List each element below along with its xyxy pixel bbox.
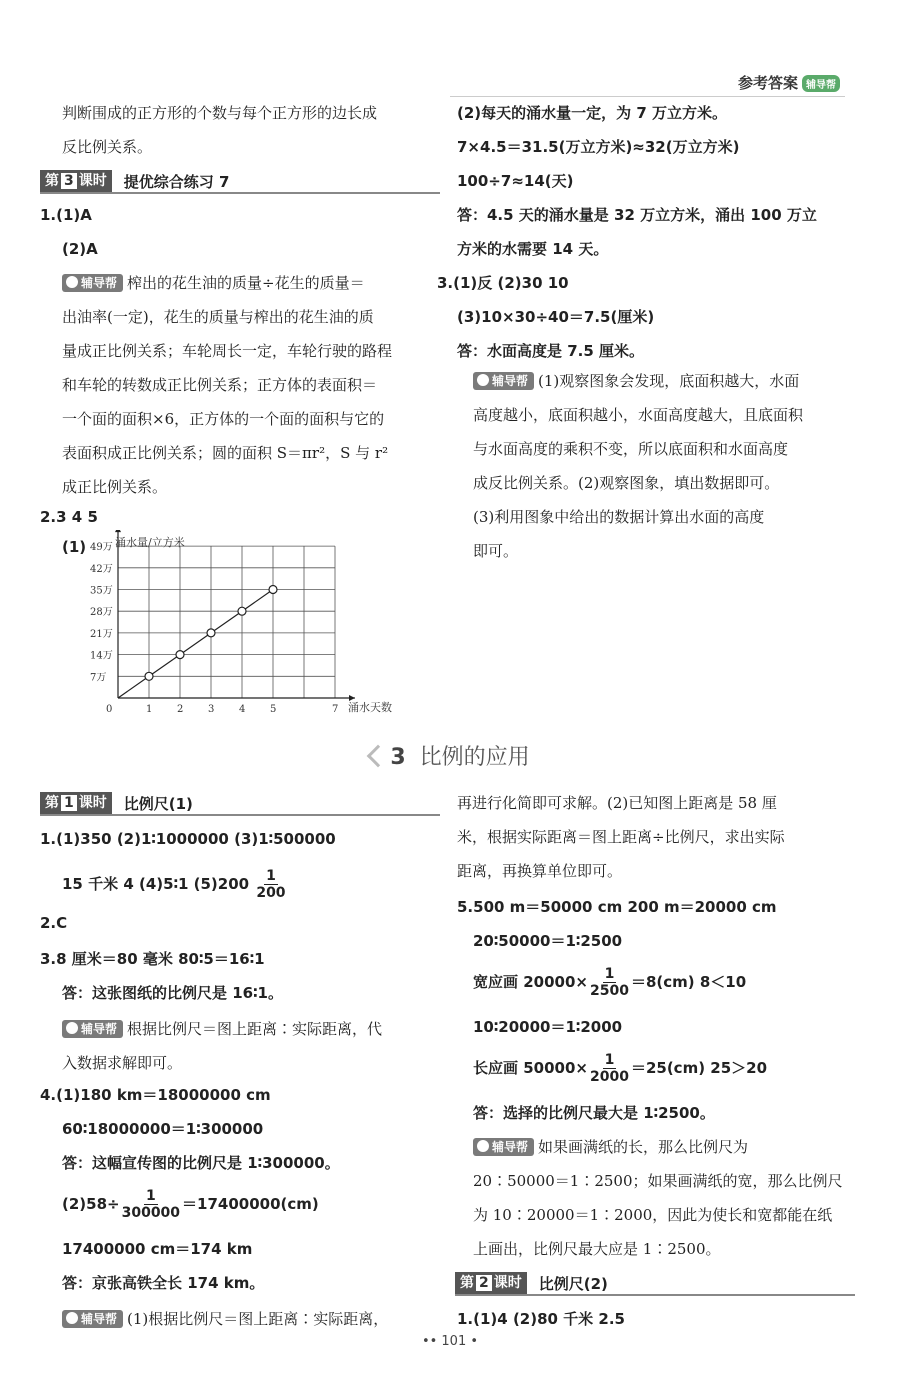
y-tick-label: 14万 xyxy=(90,650,113,662)
help-badge: 辅导帮 xyxy=(62,274,123,292)
answer-line: 3.(1)反 (2)30 10 xyxy=(437,274,569,292)
q2-block xyxy=(40,500,240,534)
page-header xyxy=(738,72,840,93)
help-block: 辅导帮 根据比例尺＝图上距离∶实际距离，代 入数据求解即可。 xyxy=(62,1020,383,1072)
text-line: 一个面的面积×6，正方体的一个面的面积与它的 xyxy=(62,410,385,428)
q1-help: 辅导帮 榨出的花生油的质量÷花生的质量＝ 出油率(一定)，花生的质量与榨出的花生油的质 量成正比例关系；车轮周长一定，车轮行驶的路程 和车轮的转数成正比例关系；正方体的表面积＝ 一个面的面积×6，正方体的一个面的面积与它的 表面积成正比例关系；圆的面积 S＝πr²，S 与 r² 成正比例关系。 xyxy=(62,266,442,504)
text-line: 即可。 xyxy=(473,542,519,560)
lesson-title: 比例尺(2) xyxy=(538,1274,608,1293)
help-badge: 辅导帮 xyxy=(62,1020,123,1038)
fraction: $\frac{1}{2500}$ xyxy=(589,966,629,999)
answer-line: 答：这张图纸的比例尺是 16∶1。 xyxy=(62,984,283,1002)
bulb-icon xyxy=(66,1022,78,1034)
answer-line: (3)10×30÷40＝7.5(厘米) xyxy=(457,308,655,326)
header-tag: 辅导帮 xyxy=(802,75,840,92)
help-badge: 辅导帮 xyxy=(62,1310,123,1328)
bulb-icon xyxy=(477,374,489,386)
x-tick-label: 2 xyxy=(177,704,184,715)
text-line: 反比例关系。 xyxy=(62,138,153,156)
y-tick-label: 28万 xyxy=(90,607,113,619)
answer-line: 长应画 50000× $\frac{1}{2000}$ ＝25(cm) 25＞20 xyxy=(473,1052,768,1085)
text-line: 高度越小，底面积越小，水面高度越大，且底面积 xyxy=(473,406,804,424)
q3-help: 辅导帮 (1)观察图象会发现，底面积越大，水面 高度越小，底面积越小，水面高度越大，且底面积 与水面高度的乘积不变，所以底面积和水面高度 成反比例关系。(2)观察图象，填出数据即可。 (3)利用图象中给出的数据计算出水面的高度 即可。 xyxy=(473,364,858,568)
fraction: $\frac{1}{200}$ xyxy=(256,868,286,901)
answer-line: 答：选择的比例尺最大是 1∶2500。 xyxy=(473,1104,715,1122)
answer-line: 2.3 4 5 xyxy=(40,508,98,526)
answer-line: 17400000 cm＝174 km xyxy=(62,1240,253,1258)
bulb-icon xyxy=(477,1140,489,1152)
data-point xyxy=(238,607,246,615)
answer-line: (2)A xyxy=(62,240,98,258)
answer-line: 20∶50000＝1∶2500 xyxy=(473,932,623,950)
fraction: $\frac{1}{2000}$ xyxy=(589,1052,629,1085)
answer-line: 答：4.5 天的涌水量是 32 万立方米，涌出 100 万立 xyxy=(457,206,817,224)
data-point xyxy=(269,586,277,594)
y-tick-label: 49万 xyxy=(90,542,113,554)
y-tick-label: 21万 xyxy=(90,628,113,640)
right-bottom-continued: 再进行化简即可求解。(2)已知图上距离是 58 厘 米，根据实际距离＝图上距离÷比例尺，求出实际 距离，再换算单位即可。 xyxy=(457,794,785,880)
chevron-left-icon xyxy=(367,745,390,768)
answer-line: (2)58÷ $\frac{1}{300000}$ ＝17400000(cm) xyxy=(62,1188,319,1221)
answer-line: 3.8 厘米＝80 毫米 80∶5＝16∶1 xyxy=(40,950,265,968)
answer-line: 10∶20000＝1∶2000 xyxy=(473,1018,623,1036)
text-line: 和车轮的转数成正比例关系；正方体的表面积＝ xyxy=(62,376,378,394)
q1-block xyxy=(40,198,440,266)
lesson-title: 提优综合练习 7 xyxy=(123,172,230,191)
lesson-title: 比例尺(1) xyxy=(123,794,193,813)
answer-line: 宽应画 20000× $\frac{1}{2500}$ ＝8(cm) 8＜10 xyxy=(473,966,747,999)
page-number: •• 101 • xyxy=(421,1334,479,1349)
q2-sub1: (1) xyxy=(62,538,87,556)
fraction: $\frac{1}{300000}$ xyxy=(121,1188,181,1221)
text-line: 成反比例关系。(2)观察图象，填出数据即可。 xyxy=(473,474,780,492)
answer-line: 7×4.5＝31.5(万立方米)≈32(万立方米) xyxy=(457,138,740,156)
text-line: 与水面高度的乘积不变，所以底面积和水面高度 xyxy=(473,440,789,458)
chart-ticks xyxy=(90,541,338,715)
text-line: 表面积成正比例关系；圆的面积 S＝πr²，S 与 r² xyxy=(62,444,389,462)
text-line: 成正比例关系。 xyxy=(62,478,168,496)
y-tick-label: 42万 xyxy=(90,563,113,575)
lesson-label: 第 3 课时 xyxy=(40,170,112,192)
x-tick-label: 5 xyxy=(270,704,277,715)
help-badge: 辅导帮 xyxy=(473,1138,534,1156)
data-point xyxy=(145,672,153,680)
left-top-text xyxy=(62,96,442,164)
lesson-1-header xyxy=(40,792,440,816)
answer-line: 60∶18000000＝1∶300000 xyxy=(62,1120,264,1138)
water-chart xyxy=(80,530,420,720)
x-tick-label: 3 xyxy=(208,704,215,715)
y-axis-arrow xyxy=(115,530,121,532)
answer-line: 15 千米 4 (4)5∶1 (5)200 $\frac{1}{200}$ xyxy=(62,868,286,901)
data-point xyxy=(207,629,215,637)
lesson-3-header xyxy=(40,170,440,194)
lesson-label: 第 2 课时 xyxy=(455,1272,527,1294)
answer-line: 1.(1)A xyxy=(40,206,92,224)
section-title: 3 比例的应用 xyxy=(0,740,900,771)
text-line: (3)利用图象中给出的数据计算出水面的高度 xyxy=(473,508,765,526)
answer-line: 2.C xyxy=(40,914,68,932)
data-point xyxy=(176,651,184,659)
bulb-icon xyxy=(66,276,78,288)
answer-line: 5.500 m＝50000 cm 200 m＝20000 cm xyxy=(457,898,777,916)
chart-ylabel: 涌水量/立方米 xyxy=(115,536,185,549)
chart-series xyxy=(118,586,277,699)
answer-line: (2)每天的涌水量一定，为 7 万立方米。 xyxy=(457,104,728,122)
right-top-text xyxy=(437,96,857,368)
answer-line: 答：水面高度是 7.5 厘米。 xyxy=(457,342,645,360)
x-tick-label: 1 xyxy=(146,704,153,715)
y-tick-label: 35万 xyxy=(90,585,113,597)
help-block: 辅导帮 如果画满纸的长，那么比例尺为 20∶50000＝1∶2500；如果画满纸的宽，那么比例尺 为 10∶20000＝1∶2000，因此为使长和宽都能在纸 上画出，比例尺最大应是 1∶2500。 xyxy=(473,1138,843,1258)
answer-line: 1.(1)350 (2)1∶1000000 (3)1∶500000 xyxy=(40,830,336,848)
series-line xyxy=(118,590,273,699)
x-tick-label: 4 xyxy=(239,704,246,715)
answer-line: 答：这幅宣传图的比例尺是 1∶300000。 xyxy=(62,1154,340,1172)
lesson-label: 第 1 课时 xyxy=(40,792,112,814)
text-line: 出油率(一定)，花生的质量与榨出的花生油的质 xyxy=(62,308,374,326)
help-badge: 辅导帮 xyxy=(473,372,534,390)
text-line: 判断围成的正方形的个数与每个正方形的边长成 xyxy=(62,104,378,122)
x-tick-label: 0 xyxy=(106,704,113,715)
answer-line: 答：京张高铁全长 174 km。 xyxy=(62,1274,265,1292)
header-title: 参考答案 xyxy=(737,74,798,92)
answer-line: 100÷7≈14(天) xyxy=(457,172,574,190)
x-tick-label: 7 xyxy=(332,704,339,715)
chart-xlabel: 涌水天数 xyxy=(348,701,392,714)
bulb-icon xyxy=(66,1312,78,1324)
text-line: 量成正比例关系；车轮周长一定，车轮行驶的路程 xyxy=(62,342,393,360)
answer-line: 4.(1)180 km＝18000000 cm xyxy=(40,1086,271,1104)
answer-line: 1.(1)4 (2)80 千米 2.5 xyxy=(457,1310,625,1328)
help-block: 辅导帮 (1)根据比例尺＝图上距离∶实际距离， xyxy=(62,1302,442,1336)
lesson-2-header xyxy=(455,1272,855,1296)
answer-line: 方米的水需要 14 天。 xyxy=(457,240,609,258)
y-tick-label: 7万 xyxy=(90,672,107,684)
